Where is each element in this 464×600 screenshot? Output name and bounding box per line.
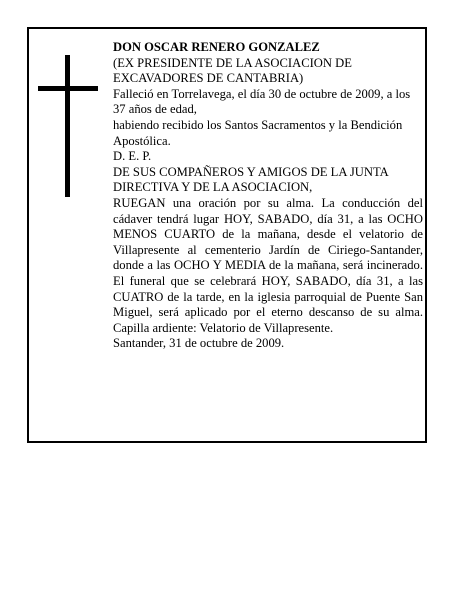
deceased-title: (EX PRESIDENTE DE LA ASOCIACION DE EXCAVADORES DE CANTABRIA) [113, 55, 352, 86]
cross-icon [38, 55, 98, 197]
sacraments-statement: habiendo recibido los Santos Sacramentos y la Bendición Apostólica. [113, 117, 403, 148]
death-statement: Falleció en Torrelavega, el día 30 de octubre de 2009, a los 37 años de edad, [113, 86, 411, 117]
notice-text [113, 40, 423, 352]
deceased-name: DON OSCAR RENERO GONZALEZ [113, 40, 320, 54]
funeral-details: RUEGAN una oración por su alma. La conducción del cádaver tendrá lugar HOY, SABADO, día 31, a las OCHO MENOS CUARTO de la mañana, desde el velatorio de Villapresente al cementerio Jardín de Ciriego-Santander, donde a las OCHO Y MEDIA de la mañana, será incinerado. El funeral que se celebrará HOY, SABADO, día 31, a las CUATRO de la tarde, en la iglesia parroquial de Puente San Miguel, será aplicado por el eterno descanso de su alma. Capilla ardiente: Velatorio de Villapresente. [113, 195, 423, 335]
place-date: Santander, 31 de octubre de 2009. [113, 336, 285, 351]
mourners-line: DE SUS COMPAÑEROS Y AMIGOS DE LA JUNTA DIRECTIVA Y DE LA ASOCIACION, [113, 164, 389, 195]
rip-line: D. E. P. [113, 149, 152, 164]
